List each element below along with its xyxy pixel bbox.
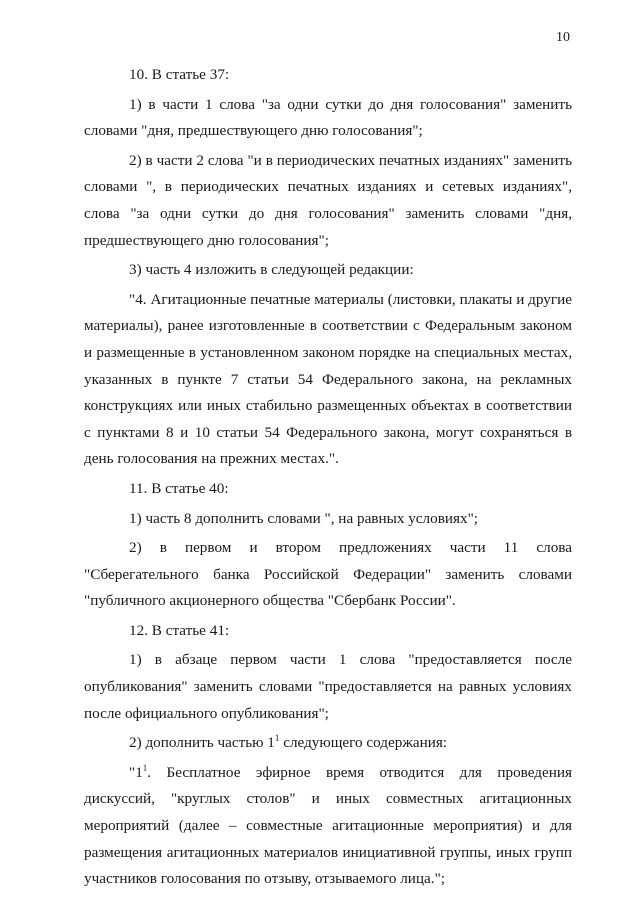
article-41-item-2-before: 2) дополнить частью 1 [129, 734, 275, 752]
article-37-item-1: 1) в части 1 слова "за одни сутки до дня голосования" заменить словами "дня, предшествующего дню голосования"; [84, 95, 572, 140]
article-41-item-2 [84, 730, 572, 757]
article-37-heading: 10. В статье 37: [129, 66, 230, 83]
article-41-item-2-superscript: 1 [274, 733, 280, 744]
article-41-item-1: 1) в абзаце первом части 1 слова "предоставляется после опубликования" заменить словами "предоставляется на равных условиях после официального опубликования"; [84, 651, 572, 722]
article-41-part-1-1-after: . Бесплатное эфирное время отводится для проведения дискуссий, "круглых столов" и иных совместных агитационных мероприятий (далее – совместные агитационные мероприятия) и для размещения агитационных материалов инициативной группы, иных групп участников голосования по отзыву, отзываемого лица."; [84, 763, 572, 888]
article-41-item-2-after: следующего содержания: [279, 734, 448, 752]
article-37-item-2: 2) в части 2 слова "и в периодических печатных изданиях" заменить словами ", в периодических печатных изданиях и сетевых изданиях", слова "за одни сутки до дня голосования" заменить словами "дня, предшествующего дню голосования"; [84, 151, 572, 249]
article-41-part-1-1-before: "1 [129, 763, 143, 781]
article-40-heading: 11. В статье 40: [129, 479, 229, 497]
article-41-part-1-1-superscript: 1 [142, 762, 148, 773]
article-40-item-1: 1) часть 8 дополнить словами ", на равных условиях"; [129, 509, 479, 527]
article-37-item-3: 3) часть 4 изложить в следующей редакции: [129, 261, 414, 279]
page-number: 10 [556, 30, 570, 45]
article-41-heading: 12. В статье 41: [129, 621, 230, 639]
document-body [84, 62, 572, 893]
article-41-part-1-1-text [84, 760, 572, 893]
article-40-item-2: 2) в первом и втором предложениях части 11 слова "Сберегательного банка Российской Федерации" заменить словами "публичного акционерного общества "Сбербанк России". [84, 539, 572, 610]
article-37-part-4-text: "4. Агитационные печатные материалы (листовки, плакаты и другие материалы), ранее изготовленные в соответствии с Федеральным законом и размещенные в установленном законом порядке на специальных местах, указанных в пункте 7 статьи 54 Федерального закона, на рекламных конструкциях или иных стабильно размещенных объектах в соответствии с пунктами 8 и 10 статьи 54 Федерального закона, могут сохраняться в день голосования на прежних местах.". [84, 290, 572, 468]
